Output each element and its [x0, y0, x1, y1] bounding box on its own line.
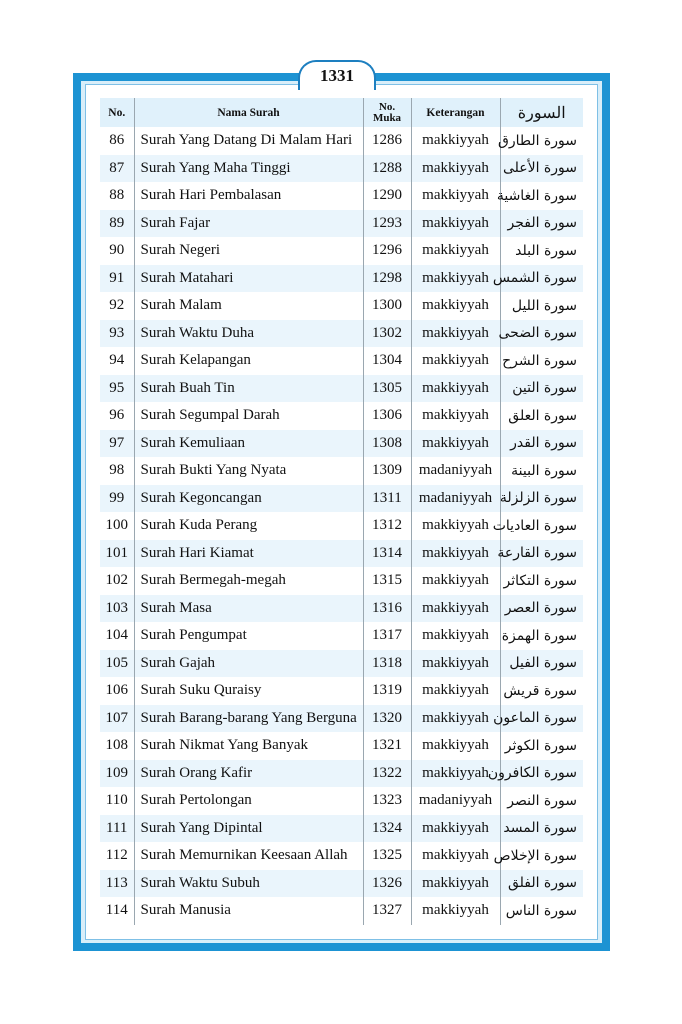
table-row: [100, 292, 583, 320]
cell-nama-surah: Surah Pengumpat: [134, 622, 363, 650]
cell-nama-surah: Surah Fajar: [134, 210, 363, 238]
cell-no-muka: 1296: [363, 237, 411, 265]
cell-nama-surah: Surah Waktu Duha: [134, 320, 363, 348]
cell-arabic-name: سورة العلق: [508, 407, 577, 424]
cell-nama-surah: Surah Waktu Subuh: [134, 870, 363, 898]
cell-no: 99: [100, 485, 134, 513]
cell-keterangan: makkiyyah: [411, 320, 500, 348]
table-row: [100, 595, 583, 623]
table-row: [100, 347, 583, 375]
cell-no: 100: [100, 512, 134, 540]
cell-no: 114: [100, 897, 134, 925]
cell-arabic-name: سورة الليل: [511, 297, 577, 314]
header-no-muka: [363, 98, 411, 127]
header-no-muka-line2: Muka: [372, 111, 402, 124]
cell-no: 95: [100, 375, 134, 403]
cell-arabic-name: سورة العاديات: [492, 517, 577, 534]
cell-keterangan: makkiyyah: [411, 760, 500, 788]
cell-keterangan: makkiyyah: [411, 182, 500, 210]
cell-arabic-name: سورة الماعون: [500, 705, 583, 733]
header-keterangan: Keterangan: [411, 98, 500, 127]
header-nama-surah: Nama Surah: [134, 98, 363, 127]
cell-arabic-name: سورة الأعلى: [500, 155, 583, 183]
table-row: [100, 402, 583, 430]
table-row: [100, 210, 583, 238]
cell-no-muka: 1293: [363, 210, 411, 238]
cell-arabic-name: سورة الشمس: [500, 265, 583, 293]
cell-no-muka: 1327: [363, 897, 411, 925]
cell-no-muka: 1318: [363, 650, 411, 678]
cell-nama-surah: Surah Suku Quraisy: [134, 677, 363, 705]
cell-keterangan: makkiyyah: [411, 292, 500, 320]
cell-no-muka: 1319: [363, 677, 411, 705]
cell-keterangan: makkiyyah: [411, 512, 500, 540]
cell-nama-surah: Surah Barang-barang Yang Berguna: [134, 705, 363, 733]
table-row: [100, 897, 583, 925]
cell-no-muka: 1304: [363, 347, 411, 375]
cell-keterangan: makkiyyah: [411, 210, 500, 238]
table-row: [100, 677, 583, 705]
cell-keterangan: madaniyyah: [411, 457, 500, 485]
cell-arabic-name: سورة النصر: [507, 792, 577, 809]
cell-arabic-name: سورة الناس: [505, 902, 577, 919]
cell-arabic-name: سورة المسد: [500, 815, 583, 843]
cell-no: 86: [100, 127, 134, 155]
cell-no: 96: [100, 402, 134, 430]
table-row: [100, 127, 583, 155]
table-row: [100, 815, 583, 843]
cell-keterangan: makkiyyah: [411, 842, 500, 870]
table-row: [100, 265, 583, 293]
cell-arabic-name: سورة الشرح: [502, 352, 577, 369]
cell-keterangan: makkiyyah: [411, 127, 500, 155]
cell-no-muka: 1326: [363, 870, 411, 898]
table-row: [100, 567, 583, 595]
table-row: [100, 320, 583, 348]
cell-no-muka: 1309: [363, 457, 411, 485]
cell-no: 92: [100, 292, 134, 320]
cell-keterangan: madaniyyah: [411, 485, 500, 513]
header-no-muka-line1: No.: [378, 100, 396, 113]
header-no: No.: [100, 98, 134, 127]
cell-no-muka: 1290: [363, 182, 411, 210]
cell-no-muka: 1298: [363, 265, 411, 293]
cell-nama-surah: Surah Yang Dipintal: [134, 815, 363, 843]
cell-no-muka: 1324: [363, 815, 411, 843]
cell-nama-surah: Surah Matahari: [134, 265, 363, 293]
cell-no: 103: [100, 595, 134, 623]
cell-nama-surah: Surah Yang Datang Di Malam Hari: [134, 127, 363, 155]
cell-no: 89: [100, 210, 134, 238]
cell-keterangan: madaniyyah: [411, 787, 500, 815]
cell-arabic-name: سورة الزلزلة: [500, 485, 583, 513]
table-row: [100, 760, 583, 788]
cell-nama-surah: Surah Hari Pembalasan: [134, 182, 363, 210]
cell-arabic-name: سورة القارعة: [500, 540, 583, 568]
table-row: [100, 650, 583, 678]
cell-no-muka: 1321: [363, 732, 411, 760]
cell-keterangan: makkiyyah: [411, 402, 500, 430]
cell-arabic-name: سورة الكافرون: [500, 760, 583, 788]
cell-no: 111: [100, 815, 134, 843]
cell-nama-surah: Surah Bermegah-megah: [134, 567, 363, 595]
cell-no-muka: 1308: [363, 430, 411, 458]
cell-no-muka: 1320: [363, 705, 411, 733]
cell-no-muka: 1322: [363, 760, 411, 788]
cell-nama-surah: Surah Gajah: [134, 650, 363, 678]
cell-arabic-name: سورة قريش: [503, 682, 577, 699]
cell-no: 104: [100, 622, 134, 650]
cell-no-muka: 1305: [363, 375, 411, 403]
cell-nama-surah: Surah Kuda Perang: [134, 512, 363, 540]
table-row: [100, 457, 583, 485]
cell-no-muka: 1316: [363, 595, 411, 623]
cell-keterangan: makkiyyah: [411, 595, 500, 623]
table-row: [100, 705, 583, 733]
table-row: [100, 622, 583, 650]
cell-nama-surah: Surah Kegoncangan: [134, 485, 363, 513]
cell-arabic-name: سورة الكوثر: [504, 737, 577, 754]
cell-no: 88: [100, 182, 134, 210]
cell-keterangan: makkiyyah: [411, 897, 500, 925]
cell-nama-surah: Surah Pertolongan: [134, 787, 363, 815]
header-arabic: السورة: [500, 98, 583, 127]
cell-nama-surah: Surah Hari Kiamat: [134, 540, 363, 568]
cell-no-muka: 1300: [363, 292, 411, 320]
cell-no: 108: [100, 732, 134, 760]
cell-no: 105: [100, 650, 134, 678]
cell-keterangan: makkiyyah: [411, 732, 500, 760]
cell-arabic-name: سورة التين: [500, 375, 583, 403]
surah-table: [100, 98, 583, 925]
table-row: [100, 237, 583, 265]
cell-no-muka: 1325: [363, 842, 411, 870]
table-row: [100, 512, 583, 540]
cell-no: 98: [100, 457, 134, 485]
cell-nama-surah: Surah Manusia: [134, 897, 363, 925]
cell-keterangan: makkiyyah: [411, 650, 500, 678]
cell-nama-surah: Surah Bukti Yang Nyata: [134, 457, 363, 485]
cell-no: 112: [100, 842, 134, 870]
cell-no: 107: [100, 705, 134, 733]
cell-keterangan: makkiyyah: [411, 540, 500, 568]
table-row: [100, 375, 583, 403]
cell-nama-surah: Surah Kelapangan: [134, 347, 363, 375]
cell-arabic-name: سورة التكاثر: [503, 572, 577, 589]
cell-no: 87: [100, 155, 134, 183]
cell-no-muka: 1306: [363, 402, 411, 430]
cell-no: 93: [100, 320, 134, 348]
cell-nama-surah: Surah Kemuliaan: [134, 430, 363, 458]
cell-keterangan: makkiyyah: [411, 622, 500, 650]
cell-keterangan: makkiyyah: [411, 155, 500, 183]
table-row: [100, 182, 583, 210]
cell-no-muka: 1314: [363, 540, 411, 568]
cell-keterangan: makkiyyah: [411, 375, 500, 403]
table-row: [100, 732, 583, 760]
table-header-row: [100, 98, 583, 127]
cell-keterangan: makkiyyah: [411, 567, 500, 595]
cell-no: 101: [100, 540, 134, 568]
cell-arabic-name: سورة الإخلاص: [493, 847, 577, 864]
cell-nama-surah: Surah Segumpal Darah: [134, 402, 363, 430]
cell-nama-surah: Surah Buah Tin: [134, 375, 363, 403]
table-row: [100, 430, 583, 458]
cell-nama-surah: Surah Negeri: [134, 237, 363, 265]
cell-no-muka: 1317: [363, 622, 411, 650]
cell-no: 97: [100, 430, 134, 458]
cell-arabic-name: سورة الفجر: [500, 210, 583, 238]
cell-keterangan: makkiyyah: [411, 430, 500, 458]
table-row: [100, 787, 583, 815]
cell-nama-surah: Surah Yang Maha Tinggi: [134, 155, 363, 183]
cell-no: 102: [100, 567, 134, 595]
cell-keterangan: makkiyyah: [411, 815, 500, 843]
cell-no: 91: [100, 265, 134, 293]
cell-arabic-name: سورة الغاشية: [496, 187, 577, 204]
table-row: [100, 870, 583, 898]
cell-no-muka: 1288: [363, 155, 411, 183]
cell-arabic-name: سورة الفيل: [500, 650, 583, 678]
cell-nama-surah: Surah Memurnikan Keesaan Allah: [134, 842, 363, 870]
cell-no-muka: 1302: [363, 320, 411, 348]
cell-keterangan: makkiyyah: [411, 870, 500, 898]
cell-no: 109: [100, 760, 134, 788]
cell-keterangan: makkiyyah: [411, 237, 500, 265]
cell-keterangan: makkiyyah: [411, 705, 500, 733]
cell-no-muka: 1286: [363, 127, 411, 155]
cell-nama-surah: Surah Masa: [134, 595, 363, 623]
cell-no-muka: 1311: [363, 485, 411, 513]
cell-no: 106: [100, 677, 134, 705]
cell-keterangan: makkiyyah: [411, 677, 500, 705]
cell-keterangan: makkiyyah: [411, 265, 500, 293]
cell-arabic-name: سورة الهمزة: [501, 627, 577, 644]
cell-arabic-name: سورة الفلق: [500, 870, 583, 898]
cell-nama-surah: Surah Nikmat Yang Banyak: [134, 732, 363, 760]
table-row: [100, 540, 583, 568]
cell-nama-surah: Surah Orang Kafir: [134, 760, 363, 788]
cell-no: 94: [100, 347, 134, 375]
cell-no-muka: 1315: [363, 567, 411, 595]
cell-nama-surah: Surah Malam: [134, 292, 363, 320]
cell-no: 110: [100, 787, 134, 815]
table-row: [100, 155, 583, 183]
cell-arabic-name: سورة القدر: [500, 430, 583, 458]
table-row: [100, 485, 583, 513]
cell-arabic-name: سورة الضحى: [500, 320, 583, 348]
cell-no-muka: 1312: [363, 512, 411, 540]
page-number: 1331: [298, 60, 376, 90]
cell-keterangan: makkiyyah: [411, 347, 500, 375]
cell-no: 113: [100, 870, 134, 898]
cell-no-muka: 1323: [363, 787, 411, 815]
cell-arabic-name: سورة البلد: [515, 242, 577, 259]
table-row: [100, 842, 583, 870]
cell-arabic-name: سورة العصر: [500, 595, 583, 623]
cell-arabic-name: سورة البينة: [511, 462, 577, 479]
cell-arabic-name: سورة الطارق: [497, 132, 577, 149]
cell-no: 90: [100, 237, 134, 265]
